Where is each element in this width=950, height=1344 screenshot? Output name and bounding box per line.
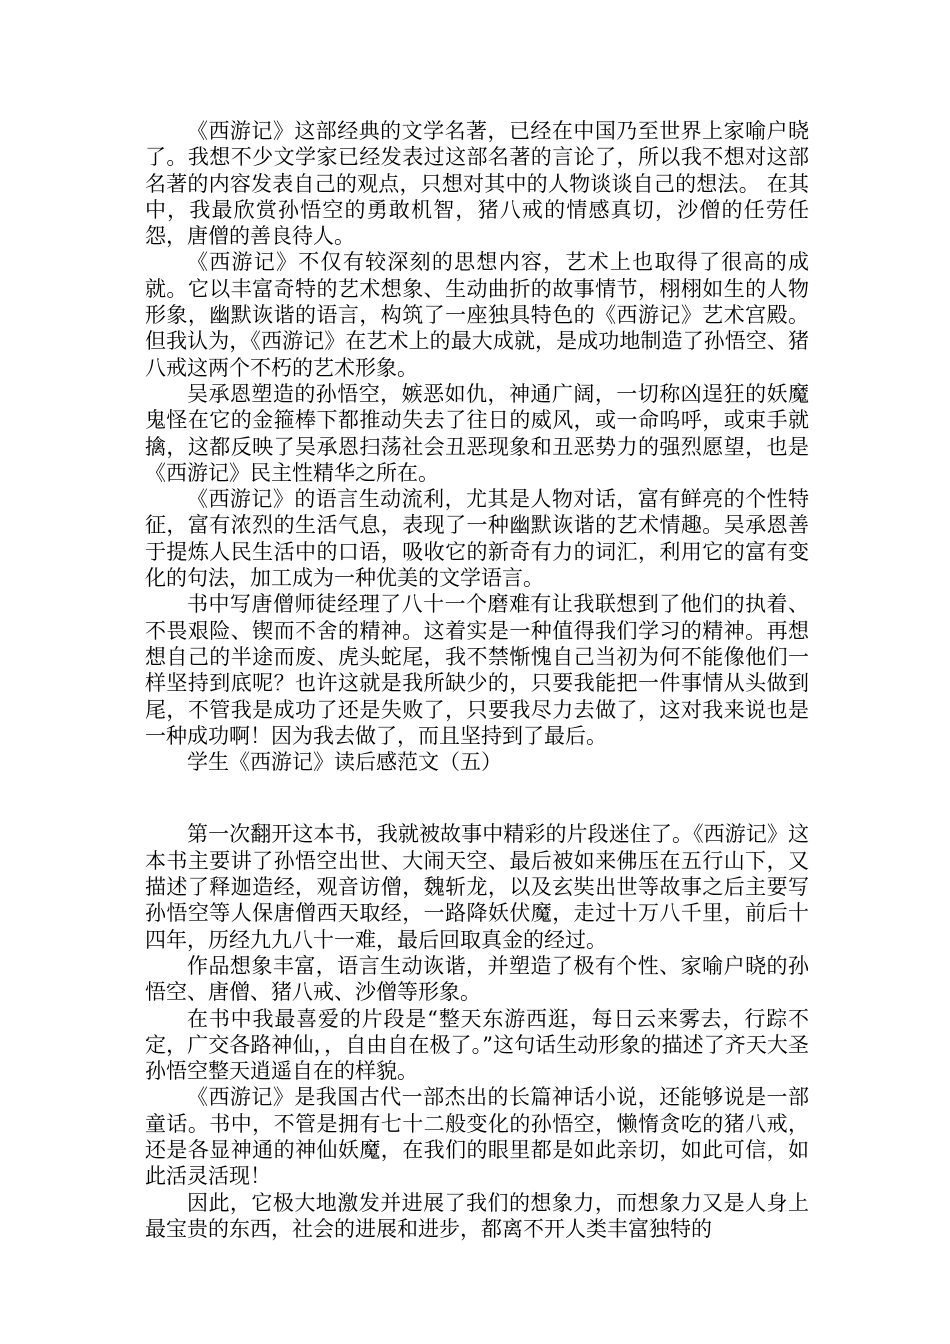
paragraph-intro: 《西游记》这部经典的文学名著，已经在中国乃至世界上家喻户晓了。我想不少文学家已经发表过这部名著的言论了，所以我不想对这部名著的内容发表自己的观点，只想对其中的人物谈谈自己的想法。 在其中，我最欣赏孙悟空的勇敢机智，猪八戒的情感真切，沙僧的任劳任怨，唐僧的善良待人。 xyxy=(145,119,809,249)
section-title: 学生《西游记》读后感范文（五） xyxy=(187,750,502,775)
paragraph-imagination: 作品想象丰富，语言生动诙谐，并塑造了极有个性、家喻户晓的孙悟空、唐僧、猪八戒、沙僧等形象。 xyxy=(145,953,809,1005)
paragraph-first-reading: 第一次翻开这本书，我就被故事中精彩的片段迷住了。《西游记》这本书主要讲了孙悟空出世、大闹天空、最后被如来佛压在五行山下，又描述了释迦造经，观音访僧，魏斩龙，以及玄奘出世等故事之后主要写孙悟空等人保唐僧西天取经，一路降妖伏魔，走过十万八千里，前后十四年，历经九九八十一难，最后回取真金的经过。 xyxy=(145,822,809,952)
paragraph-fairy-tale: 《西游记》是我国古代一部杰出的长篇神话小说，还能够说是一部童话。书中，不管是拥有七十二般变化的孙悟空，懒惰贪吃的猪八戒，还是各显神通的神仙妖魔，在我们的眼里都是如此亲切，如此可信，如此活灵活现！ xyxy=(145,1085,809,1189)
document-page xyxy=(145,118,809,1242)
section-spacer xyxy=(145,775,809,821)
paragraph-perseverance: 书中写唐僧师徒经理了八十一个磨难有让我联想到了他们的执着、不畏艰险、锲而不舍的精神。这着实是一种值得我们学习的精神。再想想自己的半途而废、虎头蛇尾，我不禁惭愧自己当初为何不能像他们一样坚持到底呢？也许这就是我所缺少的，只要我能把一件事情从头做到尾，不管我是成功了还是失败了，只要我尽力去做了，这对我来说也是一种成功啊！因为我去做了，而且坚持到了最后。 xyxy=(145,592,809,748)
paragraph-favorite-passage: 在书中我最喜爱的片段是“整天东游西逛，每日云来雾去，行踪不定，广交各路神仙，，自由自在极了。”这句话生动形象的描述了齐天大圣孙悟空整天逍遥自在的样貌。 xyxy=(145,1006,809,1084)
paragraph-language: 《西游记》的语言生动流利，尤其是人物对话，富有鲜亮的个性特征，富有浓烈的生活气息，表现了一种幽默诙谐的艺术情趣。吴承恩善于提炼人民生活中的口语，吸收它的新奇有力的词汇，利用它的富有变化的句法，加工成为一种优美的文学语言。 xyxy=(145,487,809,591)
paragraph-conclusion: 因此，它极大地激发并进展了我们的想象力，而想象力又是人身上最宝贵的东西，社会的进展和进步，都离不开人类丰富独特的 xyxy=(145,1190,809,1241)
paragraph-sun-wukong: 吴承恩塑造的孙悟空，嫉恶如仇，神通广阔，一切称凶逞狂的妖魔鬼怪在它的金箍棒下都推动失去了往日的威风，或一命呜呼，或束手就擒，这都反映了吴承恩扫荡社会丑恶现象和丑恶势力的强烈愿望，也是《西游记》民主性精华之所在。 xyxy=(145,381,809,485)
paragraph-art-achievement: 《西游记》不仅有较深刻的思想内容，艺术上也取得了很高的成就。它以丰富奇特的艺术想象、生动曲折的故事情节，栩栩如生的人物形象，幽默诙谐的语言，构筑了一座独具特色的《西游记》艺术宫殿。但我认为，《西游记》在艺术上的最大成就，是成功地制造了孙悟空、猪八戒这两个不朽的艺术形象。 xyxy=(145,250,809,380)
